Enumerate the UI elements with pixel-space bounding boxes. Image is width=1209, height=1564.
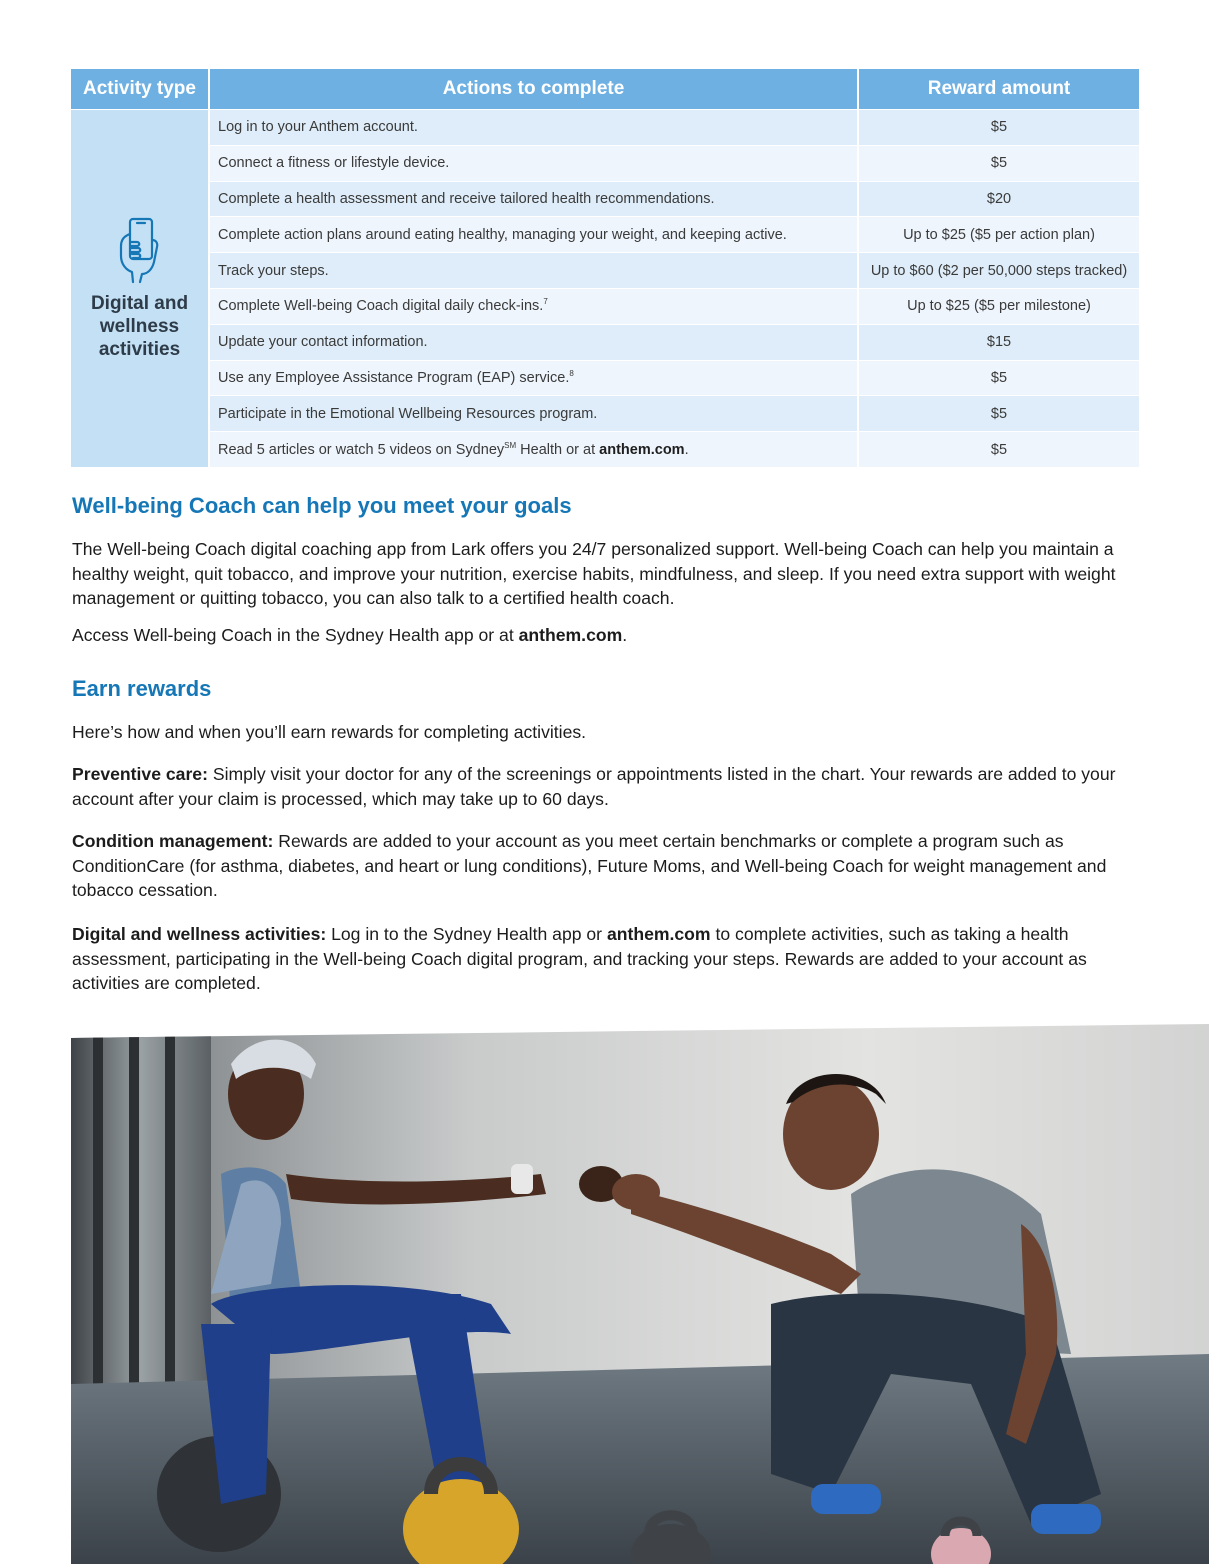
anthem-link[interactable]: anthem.com: [599, 441, 685, 458]
header-reward-amount: Reward amount: [859, 69, 1139, 109]
coach-access-paragraph: [72, 623, 1117, 648]
digital-activities-text: Log in to the Sydney Health app or: [326, 924, 607, 944]
reward-cell: $20: [859, 181, 1139, 217]
table-header-row: [71, 69, 1139, 109]
digital-activities-label: Digital and wellness activities:: [72, 924, 327, 944]
reward-cell: Up to $25 ($5 per action plan): [859, 216, 1139, 252]
table-row: [71, 395, 1139, 431]
action-text: Read 5 articles or watch 5 videos on Sydney: [218, 441, 505, 458]
preventive-care-text: Simply visit your doctor for any of the screenings or appointments listed in the chart. Your rewards are added to your account after your claim is processed, which may take up to 60 days.: [72, 764, 1116, 809]
reward-cell: Up to $60 ($2 per 50,000 steps tracked): [859, 252, 1139, 288]
anthem-link[interactable]: anthem.com: [518, 625, 623, 645]
table-row: [71, 216, 1139, 252]
coach-access-suffix: .: [622, 625, 628, 645]
fist-bump-photo-illustration: [71, 1024, 1209, 1564]
anthem-link[interactable]: anthem.com: [606, 924, 711, 944]
reward-cell: $5: [859, 360, 1139, 396]
reward-cell: $15: [859, 324, 1139, 360]
activity-type-label: Digital and wellness activities: [90, 292, 189, 360]
action-text: Complete Well-being Coach digital daily check-ins.: [218, 298, 544, 315]
reward-cell: $5: [859, 395, 1139, 431]
earn-heading: Earn rewards: [72, 676, 212, 701]
action-cell: Complete action plans around eating healthy, managing your weight, and keeping active.: [210, 216, 859, 252]
reward-cell: $5: [859, 109, 1139, 145]
reward-cell: $5: [859, 145, 1139, 181]
service-mark: SM: [504, 440, 517, 450]
earn-intro: Here’s how and when you’ll earn rewards for completing activities.: [72, 722, 587, 742]
digital-activities-paragraph: [72, 922, 1117, 996]
digital-activities-text-2: to complete activities, such as taking a health assessment, participating in the Well-being Coach digital program, and tracking your steps. Rewards are added to your account as activities are completed.: [72, 924, 1087, 993]
table-row: [71, 181, 1139, 217]
table-row: [71, 360, 1139, 396]
condition-management-paragraph: [72, 829, 1117, 903]
table-row: [71, 109, 1139, 145]
header-activity-type: Activity type: [71, 69, 210, 109]
action-cell: Log in to your Anthem account.: [210, 109, 859, 145]
footnote-marker: 8: [569, 369, 574, 379]
action-cell: Complete a health assessment and receive tailored health recommendations.: [210, 181, 859, 217]
condition-management-label: Condition management:: [72, 831, 274, 851]
action-cell: Track your steps.: [210, 252, 859, 288]
table-row: [71, 288, 1139, 324]
rewards-table: [71, 69, 1139, 467]
coach-paragraph: The Well-being Coach digital coaching app from Lark offers you 24/7 personalized support. Well-being Coach can help you maintain a healthy weight, quit tobacco, and improve your nutrition, exercise habits, mindfulness, and sleep. If you need extra support with weight management or quitting tobacco, you can also talk to a certified health coach.: [72, 539, 1116, 608]
action-text: .: [684, 441, 689, 458]
table-row: [71, 431, 1139, 467]
table-row: [71, 324, 1139, 360]
action-cell: Update your contact information.: [210, 324, 859, 360]
fitness-photo: [71, 1024, 1209, 1564]
action-text: Use any Employee Assistance Program (EAP) service.: [218, 369, 570, 386]
action-text: Health or at: [516, 441, 600, 458]
action-cell: [210, 431, 859, 467]
preventive-care-label: Preventive care:: [72, 764, 208, 784]
table-row: [71, 145, 1139, 181]
hand-holding-phone-icon: [116, 216, 164, 286]
coach-heading: Well-being Coach can help you meet your goals: [72, 493, 572, 518]
activity-type-cell: [71, 109, 210, 467]
condition-management-text: Rewards are added to your account as you meet certain benchmarks or complete a program such as ConditionCare (for asthma, diabetes, and heart or lung conditions), Future Moms, and Well-being Coach for weight management and tobacco cessation.: [72, 831, 1107, 900]
action-cell: [210, 360, 859, 396]
gym-window: [71, 1024, 211, 1424]
preventive-care-paragraph: [72, 762, 1117, 811]
action-cell: [210, 288, 859, 324]
reward-cell: $5: [859, 431, 1139, 467]
reward-cell: Up to $25 ($5 per milestone): [859, 288, 1139, 324]
coach-access-text: Access Well-being Coach in the Sydney Health app or at: [72, 625, 519, 645]
action-cell: Connect a fitness or lifestyle device.: [210, 145, 859, 181]
footnote-marker: 7: [543, 297, 548, 307]
table-row: [71, 252, 1139, 288]
action-cell: Participate in the Emotional Wellbeing Resources program.: [210, 395, 859, 431]
header-actions: Actions to complete: [210, 69, 859, 109]
